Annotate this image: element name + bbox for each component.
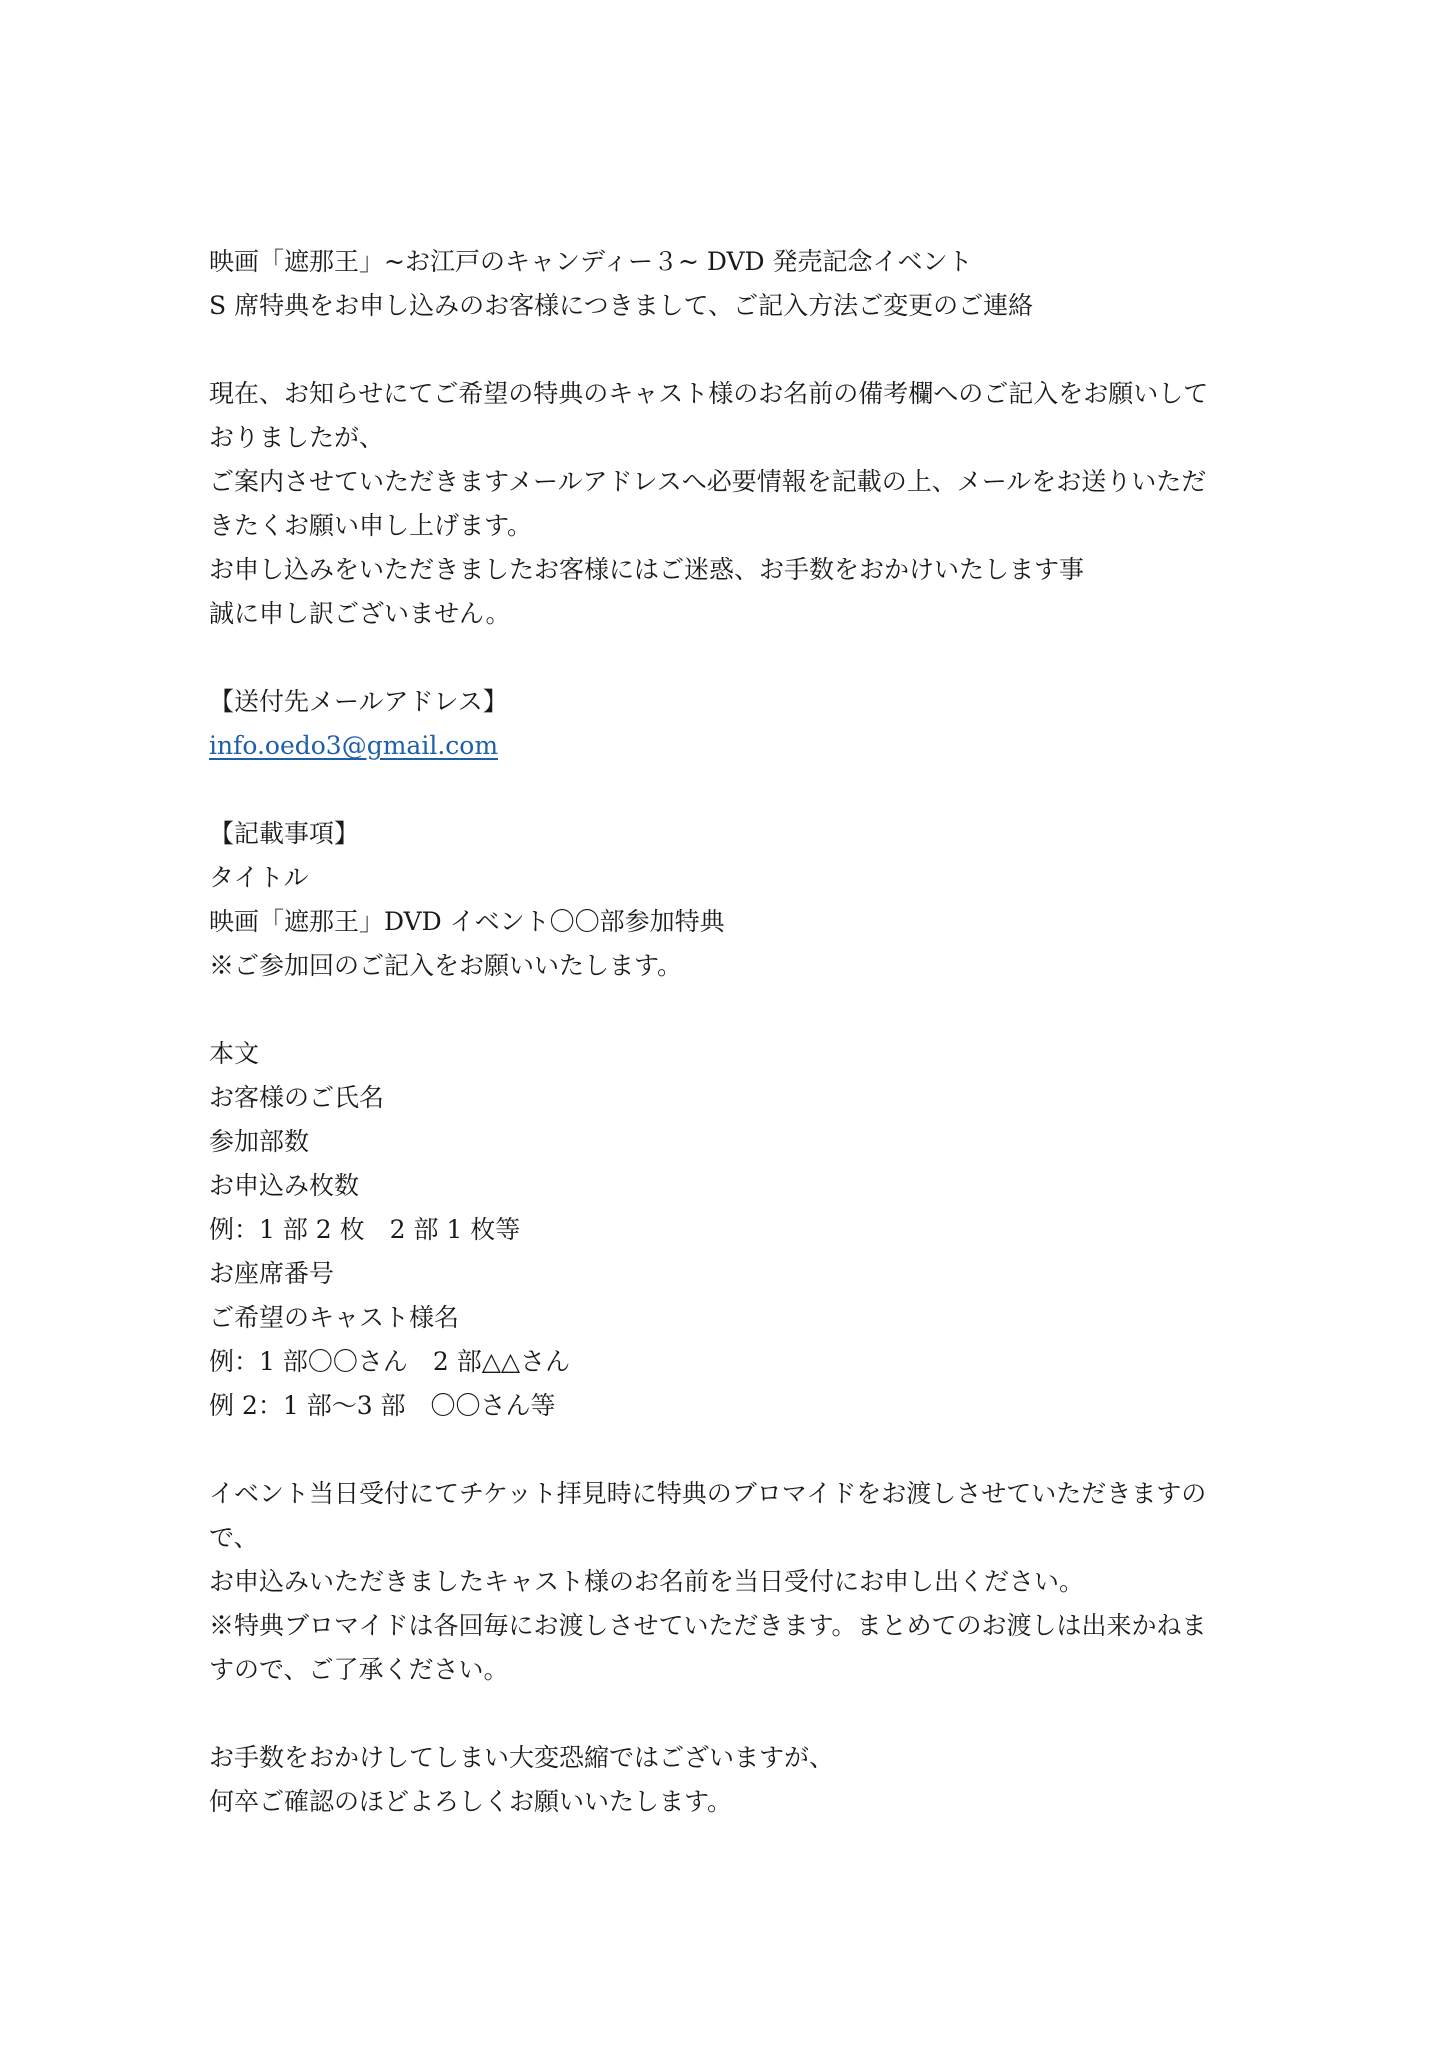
spacer [209,988,1249,1032]
spacer [209,636,1249,680]
body-item: 例 2：1 部〜3 部 〇〇さん等 [209,1391,556,1420]
body-item: ご希望のキャスト様名 [209,1303,460,1332]
document-title-line-1: 映画「遮那王」~お江戸のキャンディー３~ DVD 発売記念イベント [209,247,973,276]
body-label: 本文 [209,1039,260,1068]
spacer [209,328,1249,372]
intro-line-1: 現在、お知らせにてご希望の特典のキャスト様のお名前の備考欄へのご記入をお願いして [209,379,1209,408]
email-heading: 【送付先メールアドレス】 [209,687,508,716]
email-line [209,724,1249,768]
items-heading: 【記載事項】 [209,819,360,848]
body-item: 参加部数 [209,1127,310,1156]
closing-line-1: お手数をおかけしてしまい大変恐縮ではございますが、 [209,1743,835,1772]
event-notice-line-4: ※特典ブロマイドは各回毎にお渡しさせていただきます。まとめてのお渡しは出来かねま [209,1611,1207,1640]
document-title-line-2: S 席特典をお申し込みのお客様につきまして、ご記入方法ご変更のご連絡 [209,291,1034,320]
spacer [209,1428,1249,1472]
intro-line-2: おりましたが、 [209,423,385,452]
body-item: お客様のご氏名 [209,1083,385,1112]
closing-line-2: 何卒ご確認のほどよろしくお願いいたします。 [209,1787,733,1816]
title-label: タイトル [209,863,309,892]
title-note: ※ご参加回のご記入をお願いいたします。 [209,951,683,980]
intro-line-6: 誠に申し訳ございません。 [209,599,511,628]
email-link[interactable]: info.oedo3@gmail.com [209,731,499,760]
body-item: お座席番号 [209,1259,335,1288]
spacer [209,1692,1249,1736]
document-body [209,240,1249,1824]
event-notice-line-3: お申込みいただきましたキャスト様のお名前を当日受付にお申し出ください。 [209,1567,1085,1596]
body-item: 例：1 部〇〇さん 2 部△△さん [209,1347,571,1376]
title-value: 映画「遮那王」DVD イベント〇〇部参加特典 [209,907,725,936]
event-notice-line-5: すので、ご了承ください。 [209,1655,509,1684]
intro-line-5: お申し込みをいただきましたお客様にはご迷惑、お手数をおかけいたします事 [209,555,1085,584]
event-notice-line-2: で、 [209,1523,259,1552]
spacer [209,768,1249,812]
body-item: お申込み枚数 [209,1171,360,1200]
intro-line-3: ご案内させていただきますメールアドレスへ必要情報を記載の上、メールをお送りいただ [209,467,1207,496]
body-item: 例：1 部 2 枚 2 部 1 枚等 [209,1215,521,1244]
intro-line-4: きたくお願い申し上げます。 [209,511,533,540]
event-notice-line-1: イベント当日受付にてチケット拝見時に特典のブロマイドをお渡しさせていただきますの [209,1479,1207,1508]
